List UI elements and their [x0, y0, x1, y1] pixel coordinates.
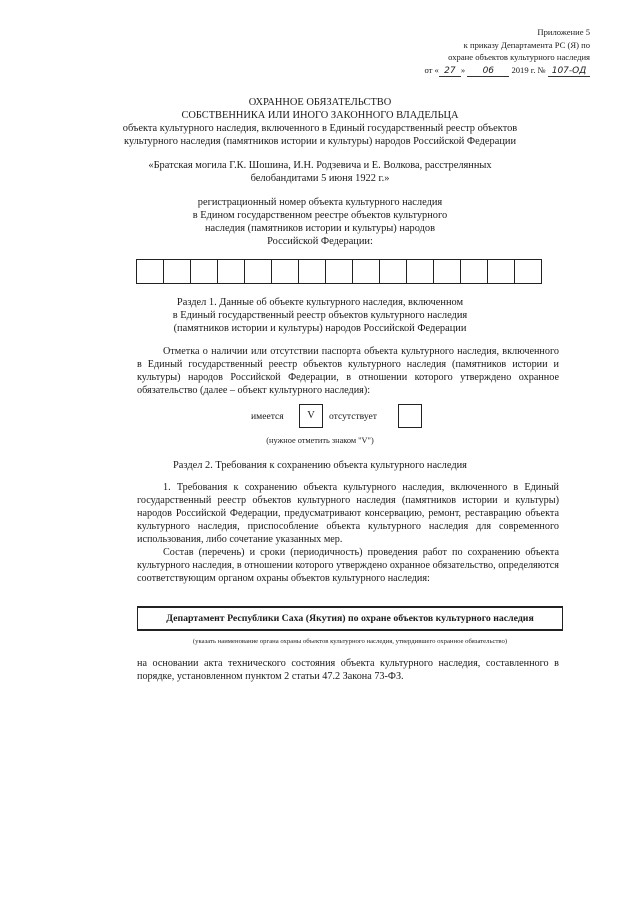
registration-cell[interactable] — [407, 260, 434, 283]
document-title — [80, 96, 560, 148]
appendix-line-1: Приложение 5 — [537, 27, 590, 37]
checkbox-hint: (нужное отметить знаком "V") — [266, 436, 374, 445]
registration-cell[interactable] — [245, 260, 272, 283]
appendix-line-3: охране объектов культурного наследия — [448, 52, 590, 62]
monument-line-1: «Братская могила Г.К. Шошина, И.Н. Родзевича и Е. Волкова, расстрелянных — [148, 160, 492, 171]
registration-line-1: регистрационный номер объекта культурного наследия — [197, 197, 443, 208]
date-mid: » — [460, 64, 466, 75]
registration-cell[interactable] — [137, 260, 164, 283]
requirement-item-2: Состав (перечень) и сроки (периодичность) проведения работ по сохранению объекта культурного наследия, в отношении которого утверждено охранное обязательство, определяются соответствующим органом охраны объектов культурного наследия: — [137, 547, 559, 584]
registration-label — [140, 196, 500, 248]
present-label: имеется — [251, 411, 284, 422]
authority-name-box: Департамент Республики Саха (Якутия) по охране объектов культурного наследия — [137, 607, 563, 630]
registration-line-3: наследия (памятников истории и культуры) народов — [204, 223, 436, 234]
registration-cell[interactable] — [191, 260, 218, 283]
absent-label: отсутствует — [329, 411, 377, 422]
appendix-header — [390, 26, 590, 77]
requirement-item-1: 1. Требования к сохранению объекта культурного наследия, включенного в Единый государственный реестр объектов культурного наследия (памятников истории и культуры) народов Российской Федерации, предусматривают консервацию, ремонт, реставрацию объекта культурного наследия, приспособление объекта культурного наследия для современного использования, либо сочетание указанных мер. — [137, 482, 559, 545]
section-2-heading: Раздел 2. Требования к сохранению объекта культурного наследия — [173, 460, 467, 471]
registration-cell[interactable] — [164, 260, 191, 283]
date-prefix: от « — [424, 64, 439, 75]
registration-cell[interactable] — [299, 260, 326, 283]
registration-cell[interactable] — [326, 260, 353, 283]
registration-cell[interactable] — [353, 260, 380, 283]
present-checkbox[interactable]: V — [299, 404, 323, 428]
date-year: 2019 г. № — [511, 64, 546, 75]
monument-name — [80, 159, 560, 185]
registration-cell[interactable] — [380, 260, 407, 283]
appendix-date-line — [390, 64, 590, 77]
authority-caption: (указать наименование органа охраны объектов культурного наследия, утвердившего охранное обязательство) — [192, 638, 508, 645]
appendix-line-2: к приказу Департамента РС (Я) по — [463, 39, 590, 50]
registration-cell[interactable] — [434, 260, 461, 283]
passport-paragraph: Отметка о наличии или отсутствии паспорта объекта культурного наследия, включенного в Единый государственный реестр объектов культурного наследия (памятников истории и культуры) народов Российской Федерации, в отношении которого утверждено охранное обязательство (далее – объект культурного наследия): — [137, 346, 559, 396]
registration-cell[interactable] — [218, 260, 245, 283]
monument-line-2: белобандитами 5 июня 1922 г.» — [250, 173, 390, 184]
requirements-text — [137, 481, 559, 585]
absent-checkbox[interactable] — [398, 404, 422, 428]
section-1-line-3: (памятников истории и культуры) народов Российской Федерации — [173, 323, 467, 334]
order-number: 107-ОД — [548, 66, 590, 77]
title-line-4: культурного наследия (памятников истории и культуры) народов Российской Федерации — [123, 136, 517, 147]
basis-text: на основании акта технического состояния объекта культурного наследия, составленного в порядке, установленном пунктом 2 статьи 47.2 Закона 73-ФЗ. — [137, 658, 559, 682]
registration-cell[interactable] — [461, 260, 488, 283]
section-1-line-1: Раздел 1. Данные об объекте культурного наследия, включенном — [176, 297, 464, 308]
date-month: 06 — [467, 66, 509, 77]
registration-cell[interactable] — [272, 260, 299, 283]
section-1-line-2: в Единый государственный реестр объектов культурного наследия — [172, 310, 468, 321]
section-1-heading — [120, 296, 520, 335]
registration-cell[interactable] — [515, 260, 541, 283]
registration-cell[interactable] — [488, 260, 515, 283]
registration-number-grid[interactable] — [136, 259, 542, 284]
title-line-1: ОХРАННОЕ ОБЯЗАТЕЛЬСТВО — [248, 97, 392, 108]
passport-choice — [0, 404, 640, 432]
registration-line-2: в Едином государственном реестре объектов культурного — [192, 210, 448, 221]
registration-line-4: Российской Федерации: — [267, 236, 373, 247]
title-line-2: СОБСТВЕННИКА ИЛИ ИНОГО ЗАКОННОГО ВЛАДЕЛЬЦА — [181, 110, 459, 121]
date-day: 27 — [439, 66, 461, 77]
title-line-3: объекта культурного наследия, включенного в Единый государственный реестр объектов — [122, 123, 518, 134]
